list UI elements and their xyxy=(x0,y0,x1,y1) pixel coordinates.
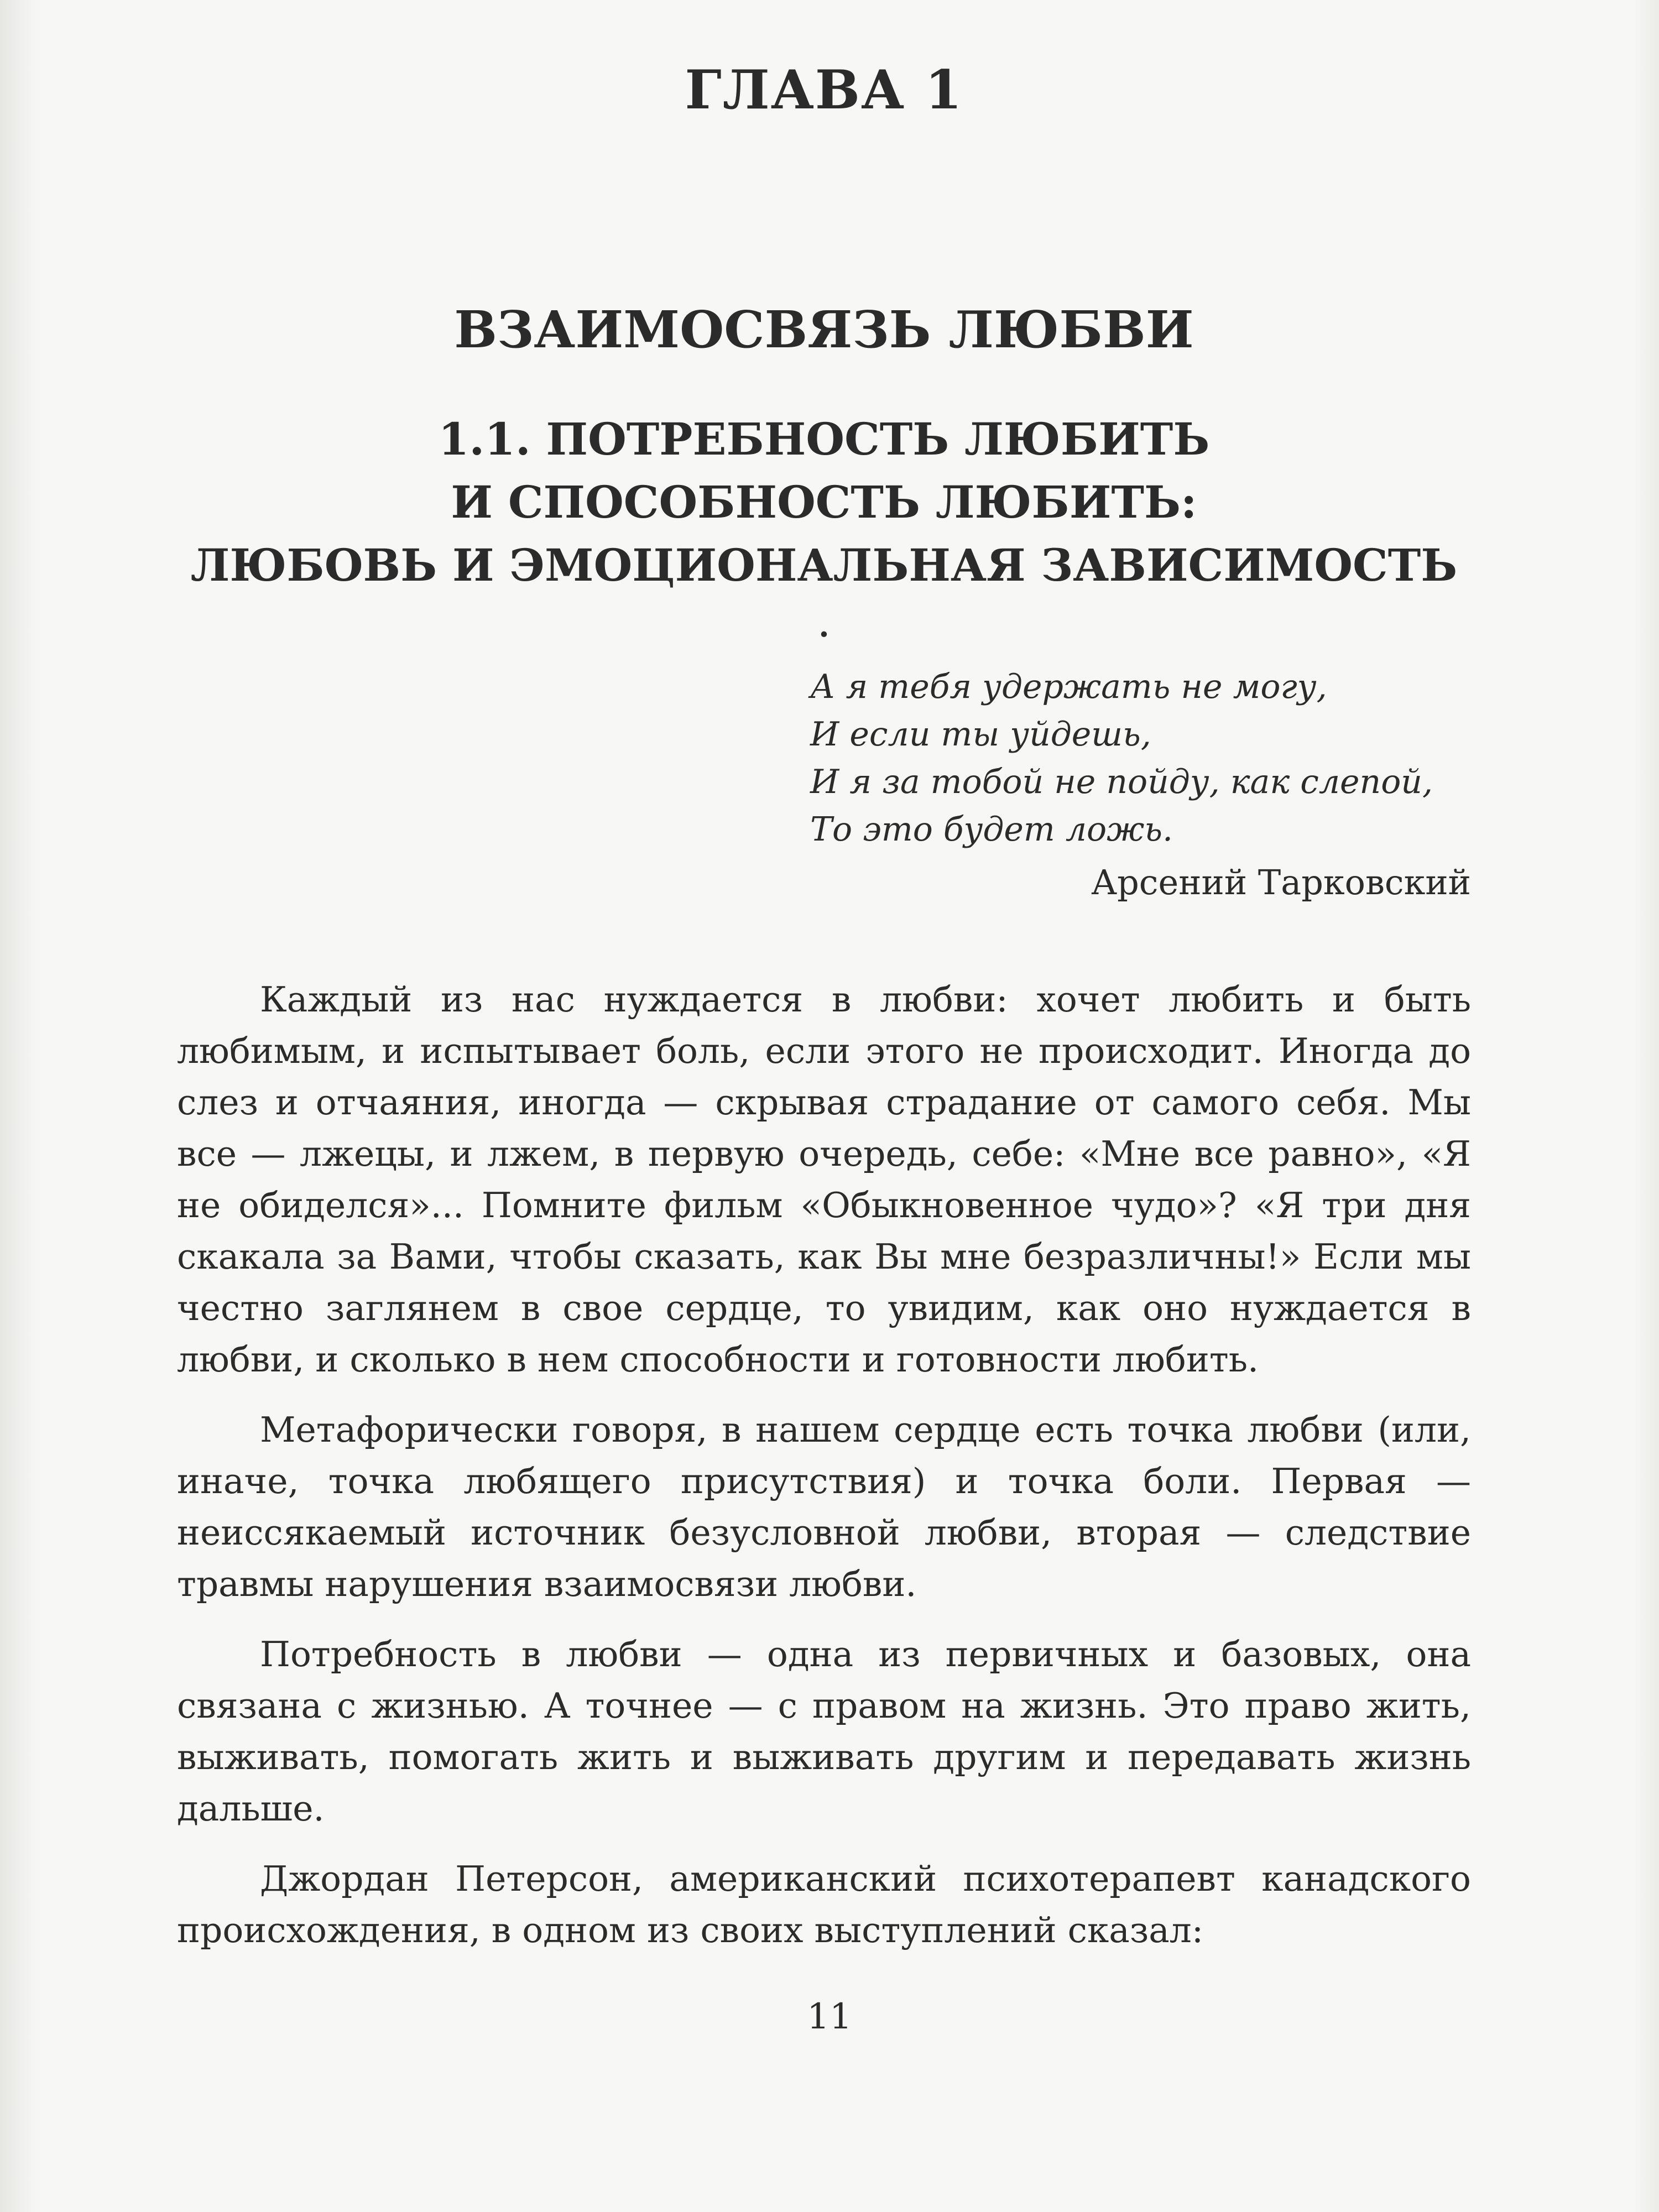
epigraph-line: И я за тобой не пойду, как слепой, xyxy=(810,762,1433,801)
subsection-heading-line: ЛЮБОВЬ И ЭМОЦИОНАЛЬНАЯ ЗАВИСИМОСТЬ xyxy=(190,539,1458,591)
section-heading: ВЗАИМОСВЯЗЬ ЛЮБВИ xyxy=(454,299,1194,359)
epigraph-line: А я тебя удержать не могу, xyxy=(810,667,1327,706)
epigraph xyxy=(810,663,1471,853)
chapter-heading: ГЛАВА 1 xyxy=(685,59,963,121)
paragraph: Потребность в любви — одна из первичных и базовых, она связана с жизнью. А точнее — с правом на жизнь. Это право жить, выживать, помогать жить и выживать другим и передавать жизнь дальше. xyxy=(177,1634,1471,1829)
subsection-heading-line: 1.1. ПОТРЕБНОСТЬ ЛЮБИТЬ xyxy=(438,413,1210,465)
subsection-heading-line: И СПОСОБНОСТЬ ЛЮБИТЬ: xyxy=(451,476,1197,528)
epigraph-line: То это будет ложь. xyxy=(810,810,1173,849)
epigraph-author: Арсений Тарковский xyxy=(1091,862,1471,902)
paragraph: Джордан Петерсон, американский психотерапевт канадского происхождения, в одном из своих выступлений сказал: xyxy=(177,1858,1471,1950)
page-shadow-right xyxy=(1631,0,1659,2212)
page-shadow-left xyxy=(0,0,39,2212)
epigraph-line: И если ты уйдешь, xyxy=(810,714,1151,754)
paragraph: Каждый из нас нуждается в любви: хочет любить и быть любимым, и испытывает боль, если этого не происходит. Иногда до слез и отчаяния, иногда — скрывая страдание от самого себя. Мы все — лжецы, и лжем, в первую очередь, себе: «Мне все равно», «Я не обиделся»... Помните фильм «Обыкновенное чудо»? «Я три дня скакала за Вами, чтобы сказать, как Вы мне безразличны!» Если мы честно заглянем в свое сердце, то увидим, как оно нуждается в любви, и сколько в нем способности и готовности любить. xyxy=(177,979,1471,1380)
body-text xyxy=(177,974,1471,1956)
paragraph: Метафорически говоря, в нашем сердце есть точка любви (или, иначе, точка любящего присутствия) и точка боли. Первая — неиссякаемый источник безусловной любви, вторая — следствие травмы нарушения взаимосвязи любви. xyxy=(177,1409,1471,1604)
subsection-heading xyxy=(177,408,1471,597)
stray-mark: . xyxy=(817,595,831,647)
page-number: 11 xyxy=(807,1996,852,2037)
page-content xyxy=(177,61,1471,1956)
